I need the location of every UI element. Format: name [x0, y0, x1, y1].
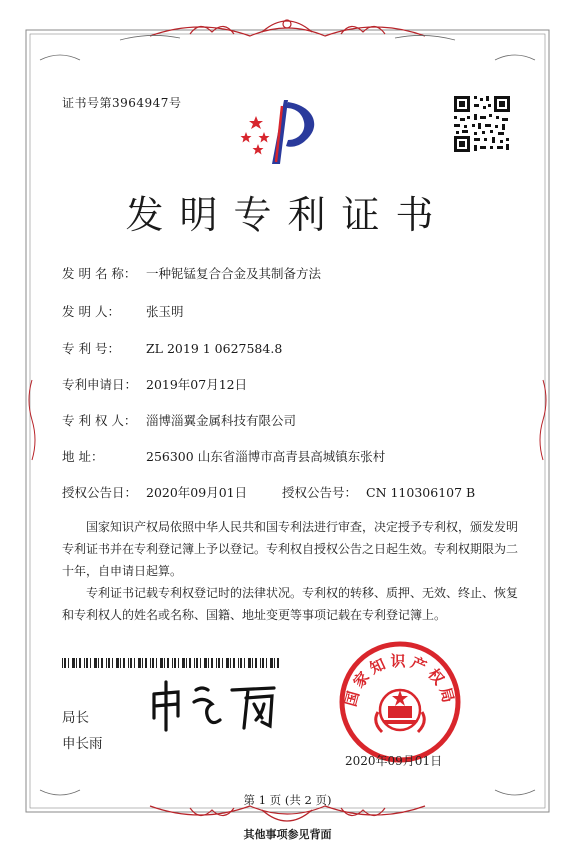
certificate-number: 证书号第3964947号 — [62, 96, 182, 110]
field-value: CN 110306107 B — [366, 485, 476, 500]
field-value: 2019年07月12日 — [146, 377, 248, 392]
field-invention-name — [62, 264, 321, 282]
field-label: 地 址： — [62, 449, 104, 464]
back-note: 其他事项参见背面 — [243, 828, 332, 841]
field-patent-number — [62, 339, 282, 357]
director-title: 局长 — [62, 710, 89, 726]
field-label: 授权公告号： — [282, 485, 358, 500]
barcode-icon — [62, 658, 280, 668]
field-filing-date — [62, 375, 247, 393]
field-label: 专 利 号： — [62, 341, 120, 356]
field-label: 发 明 人： — [62, 304, 120, 319]
field-value: 淄博淄翼金属科技有限公司 — [146, 413, 297, 428]
field-label: 授权公告日： — [62, 485, 138, 500]
field-patentee — [62, 411, 296, 429]
field-grant-number — [282, 483, 475, 501]
field-label: 发 明 名 称： — [62, 266, 137, 281]
field-value: 2020年09月01日 — [146, 485, 248, 500]
certificate-title: 发明专利证书 — [125, 193, 450, 237]
field-grant-date — [62, 483, 247, 501]
official-seal-icon — [338, 640, 462, 764]
paragraph-grant-statement: 国家知识产权局依照中华人民共和国专利法进行审查，决定授予专利权，颁发发明专利证书并在专利登记簿上予以登记。专利权自授权公告之日起生效。专利权期限为二十年，自申请日起算。 — [62, 520, 519, 578]
page-number: 第 1 页 (共 2 页) — [243, 793, 332, 807]
signature-icon — [148, 676, 298, 736]
field-value: 256300 山东省淄博市高青县高城镇东张村 — [146, 449, 386, 464]
seal-date: 2020年09月01日 — [345, 754, 443, 768]
field-label: 专利申请日： — [62, 377, 138, 392]
field-value: 一种铌锰复合合金及其制备方法 — [146, 266, 322, 281]
cnipa-logo-icon — [236, 96, 336, 168]
field-label: 专 利 权 人： — [62, 413, 137, 428]
field-inventor — [62, 302, 184, 320]
seal-text: 国家知识产权局 — [341, 652, 459, 709]
field-value: ZL 2019 1 0627584.8 — [146, 341, 283, 356]
field-value: 张玉明 — [146, 304, 184, 319]
field-address — [62, 447, 385, 465]
qr-code-icon — [452, 94, 512, 154]
director-name: 申长雨 — [62, 736, 103, 752]
paragraph-legal-status: 专利证书记载专利权登记时的法律状况。专利权的转移、质押、无效、终止、恢复和专利权人的姓名或名称、国籍、地址变更等事项记载在专利登记簿上。 — [62, 586, 519, 622]
